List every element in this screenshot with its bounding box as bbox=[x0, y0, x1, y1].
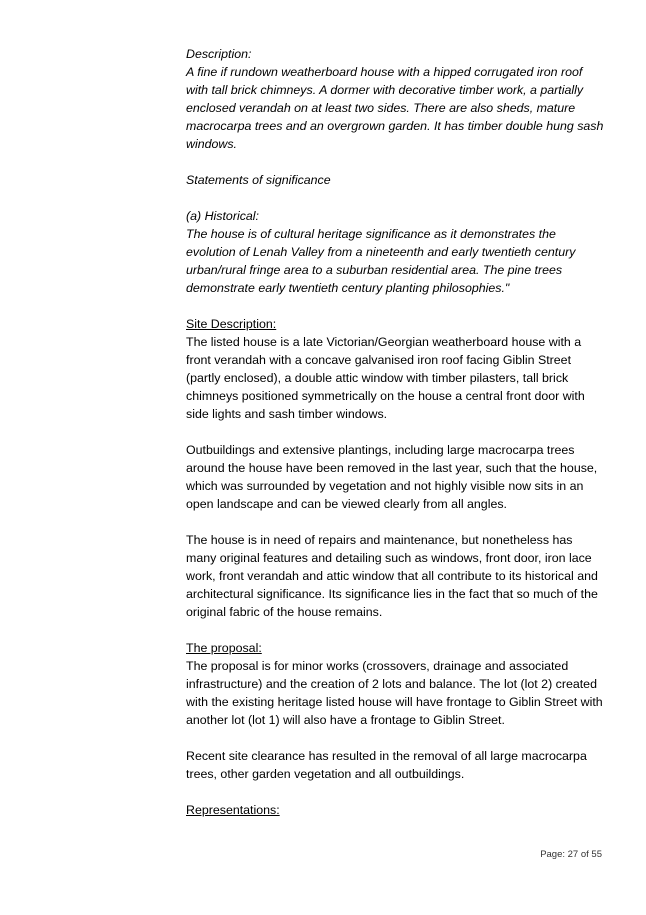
spacer bbox=[186, 297, 606, 315]
proposal-paragraph-2: Recent site clearance has resulted in the removal of all large macrocarpa trees, other garden vegetation and all outbuildings. bbox=[186, 749, 587, 781]
spacer bbox=[186, 729, 606, 747]
proposal-paragraph-1: The proposal is for minor works (crossovers, drainage and associated infrastructure) and the creation of 2 lots and balance. The lot (lot 2) created with the existing heritage listed house will have frontage to Giblin Street with another lot (lot 1) will also have a frontage to Giblin Street. bbox=[186, 659, 603, 727]
statements-label: Statements of significance bbox=[186, 173, 331, 187]
spacer bbox=[186, 513, 606, 531]
site-description-heading: Site Description: bbox=[186, 317, 277, 331]
spacer bbox=[186, 189, 606, 207]
site-description-paragraph-1: The listed house is a late Victorian/Georgian weatherboard house with a front verandah with a concave galvanised iron roof facing Giblin Street (partly enclosed), a double attic window with timber pilasters, tall brick chimneys positioned symmetrically on the house a central front door with side lights and sash timber windows. bbox=[186, 335, 585, 421]
document-page bbox=[186, 45, 606, 819]
historical-label: (a) Historical: bbox=[186, 209, 259, 223]
spacer bbox=[186, 621, 606, 639]
representations-heading: Representations: bbox=[186, 803, 280, 817]
spacer bbox=[186, 153, 606, 171]
historical-text: The house is of cultural heritage significance as it demonstrates the evolution of Lenah Valley from a nineteenth and early twentieth century urban/rural fringe area to a suburban residential area. The pine trees demonstrate early twentieth century planting philosophies." bbox=[186, 227, 576, 295]
spacer bbox=[186, 783, 606, 801]
site-description-paragraph-3: The house is in need of repairs and maintenance, but nonetheless has many original features and detailing such as windows, front door, iron lace work, front verandah and attic window that all contribute to its historical and architectural significance. Its significance lies in the fact that so much of the original fabric of the house remains. bbox=[186, 533, 598, 619]
spacer bbox=[186, 423, 606, 441]
site-description-paragraph-2: Outbuildings and extensive plantings, including large macrocarpa trees around the house have been removed in the last year, such that the house, which was surrounded by vegetation and not highly visible now sits in an open landscape and can be viewed clearly from all angles. bbox=[186, 443, 598, 511]
description-text: A fine if rundown weatherboard house with a hipped corrugated iron roof with tall brick chimneys. A dormer with decorative timber work, a partially enclosed verandah on at least two sides. There are also sheds, mature macrocarpa trees and an overgrown garden. It has timber double hung sash windows. bbox=[186, 65, 604, 151]
description-label: Description: bbox=[186, 47, 252, 61]
page-number: Page: 27 of 55 bbox=[540, 849, 602, 860]
proposal-heading: The proposal: bbox=[186, 641, 262, 655]
